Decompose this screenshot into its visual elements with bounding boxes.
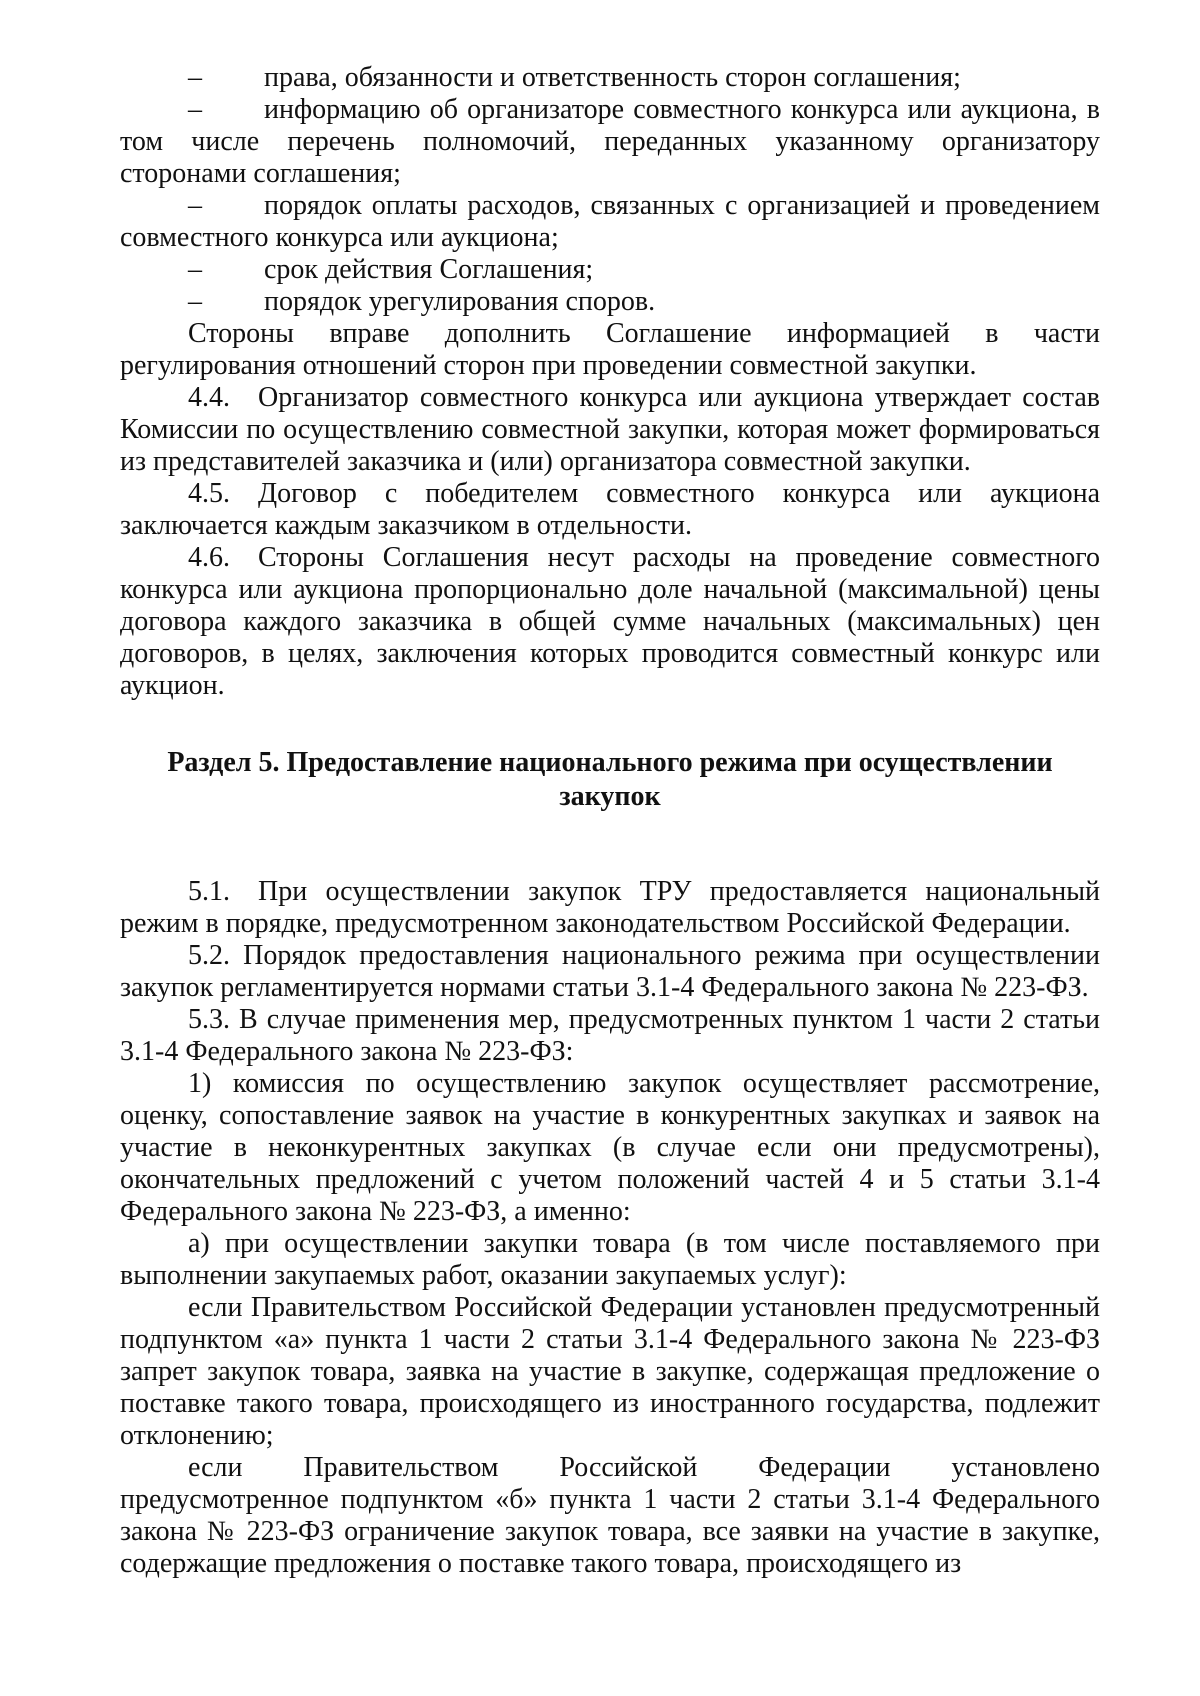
dash-marker: – [188,286,202,317]
clause-4-4: 4.4. Организатор совместного конкурса или аукциона утверждает состав Комиссии по осуществлению совместной закупки, которая может формироваться из представителей заказчика и (или) организатора совместной закупки. [120,382,1100,477]
document-body [120,62,1100,1580]
dash-marker: – [188,62,202,93]
bullet-item: – права, обязанности и ответственность сторон соглашения; [188,62,961,93]
bullet-item: – информацию об организаторе совместного конкурса или аукциона, в том числе перечень полномочий, переданных указанному организатору сторонами соглашения; [120,94,1100,189]
paragraph-parties: Стороны вправе дополнить Соглашение информацией в части регулирования отношений сторон при проведении совместной закупки. [120,318,1100,381]
clause-5-2: 5.2. Порядок предоставления национального режима при осуществлении закупок регламентируется нормами статьи 3.1-4 Федерального закона № 223-ФЗ. [120,940,1100,1003]
bullet-item: – порядок оплаты расходов, связанных с организацией и проведением совместного конкурса или аукциона; [120,190,1100,253]
dash-marker: – [188,254,202,285]
paragraph-ban: если Правительством Российской Федерации установлен предусмотренный подпунктом «а» пункта 1 части 2 статьи 3.1-4 Федерального закона № 223-ФЗ запрет закупок товара, заявка на участие в закупке, содержащая предложение о поставке такого товара, происходящего из иностранного государства, подлежит отклонению; [120,1292,1100,1451]
bullet-item: – срок действия Соглашения; [188,254,594,285]
clause-5-3: 5.3. В случае применения мер, предусмотренных пунктом 1 части 2 статьи 3.1-4 Федерального закона № 223-ФЗ: [120,1004,1100,1067]
subclause-a: а) при осуществлении закупки товара (в том числе поставляемого при выполнении закупаемых работ, оказании закупаемых услуг): [120,1228,1100,1291]
paragraph-restriction: если Правительством Российской Федерации установлено предусмотренное подпунктом «б» пункта 1 части 2 статьи 3.1-4 Федерального закона № 223-ФЗ ограничение закупок товара, все заявки на участие в закупке, содержащие предложения о поставке такого товара, происходящего из [120,1452,1100,1579]
section-title-line2: закупок [559,781,661,812]
dash-marker: – [188,94,202,125]
clause-4-5: 4.5. Договор с победителем совместного конкурса или аукциона заключается каждым заказчиком в отдельности. [120,478,1100,541]
clause-5-1: 5.1. При осуществлении закупок ТРУ предоставляется национальный режим в порядке, предусмотренном законодательством Российской Федерации. [120,876,1100,939]
section-5-heading [120,746,1100,814]
subclause-1: 1) комиссия по осуществлению закупок осуществляет рассмотрение, оценку, сопоставление заявок на участие в конкурентных закупках и заявок на участие в неконкурентных закупках (в случае если они предусмотрены), окончательных предложений с учетом положений частей 4 и 5 статьи 3.1-4 Федерального закона № 223-ФЗ, а именно: [120,1068,1100,1227]
dash-marker: – [188,190,202,221]
bullet-item: – порядок урегулирования споров. [188,286,656,317]
section-title-line1: Раздел 5. Предоставление национального режима при осуществлении [167,747,1053,778]
clause-4-6: 4.6. Стороны Соглашения несут расходы на проведение совместного конкурса или аукциона пропорционально доле начальной (максимальной) цены договора каждого заказчика в общей сумме начальных (максимальных) цен договоров, в целях, заключения которых проводится совместный конкурс или аукцион. [120,542,1100,701]
